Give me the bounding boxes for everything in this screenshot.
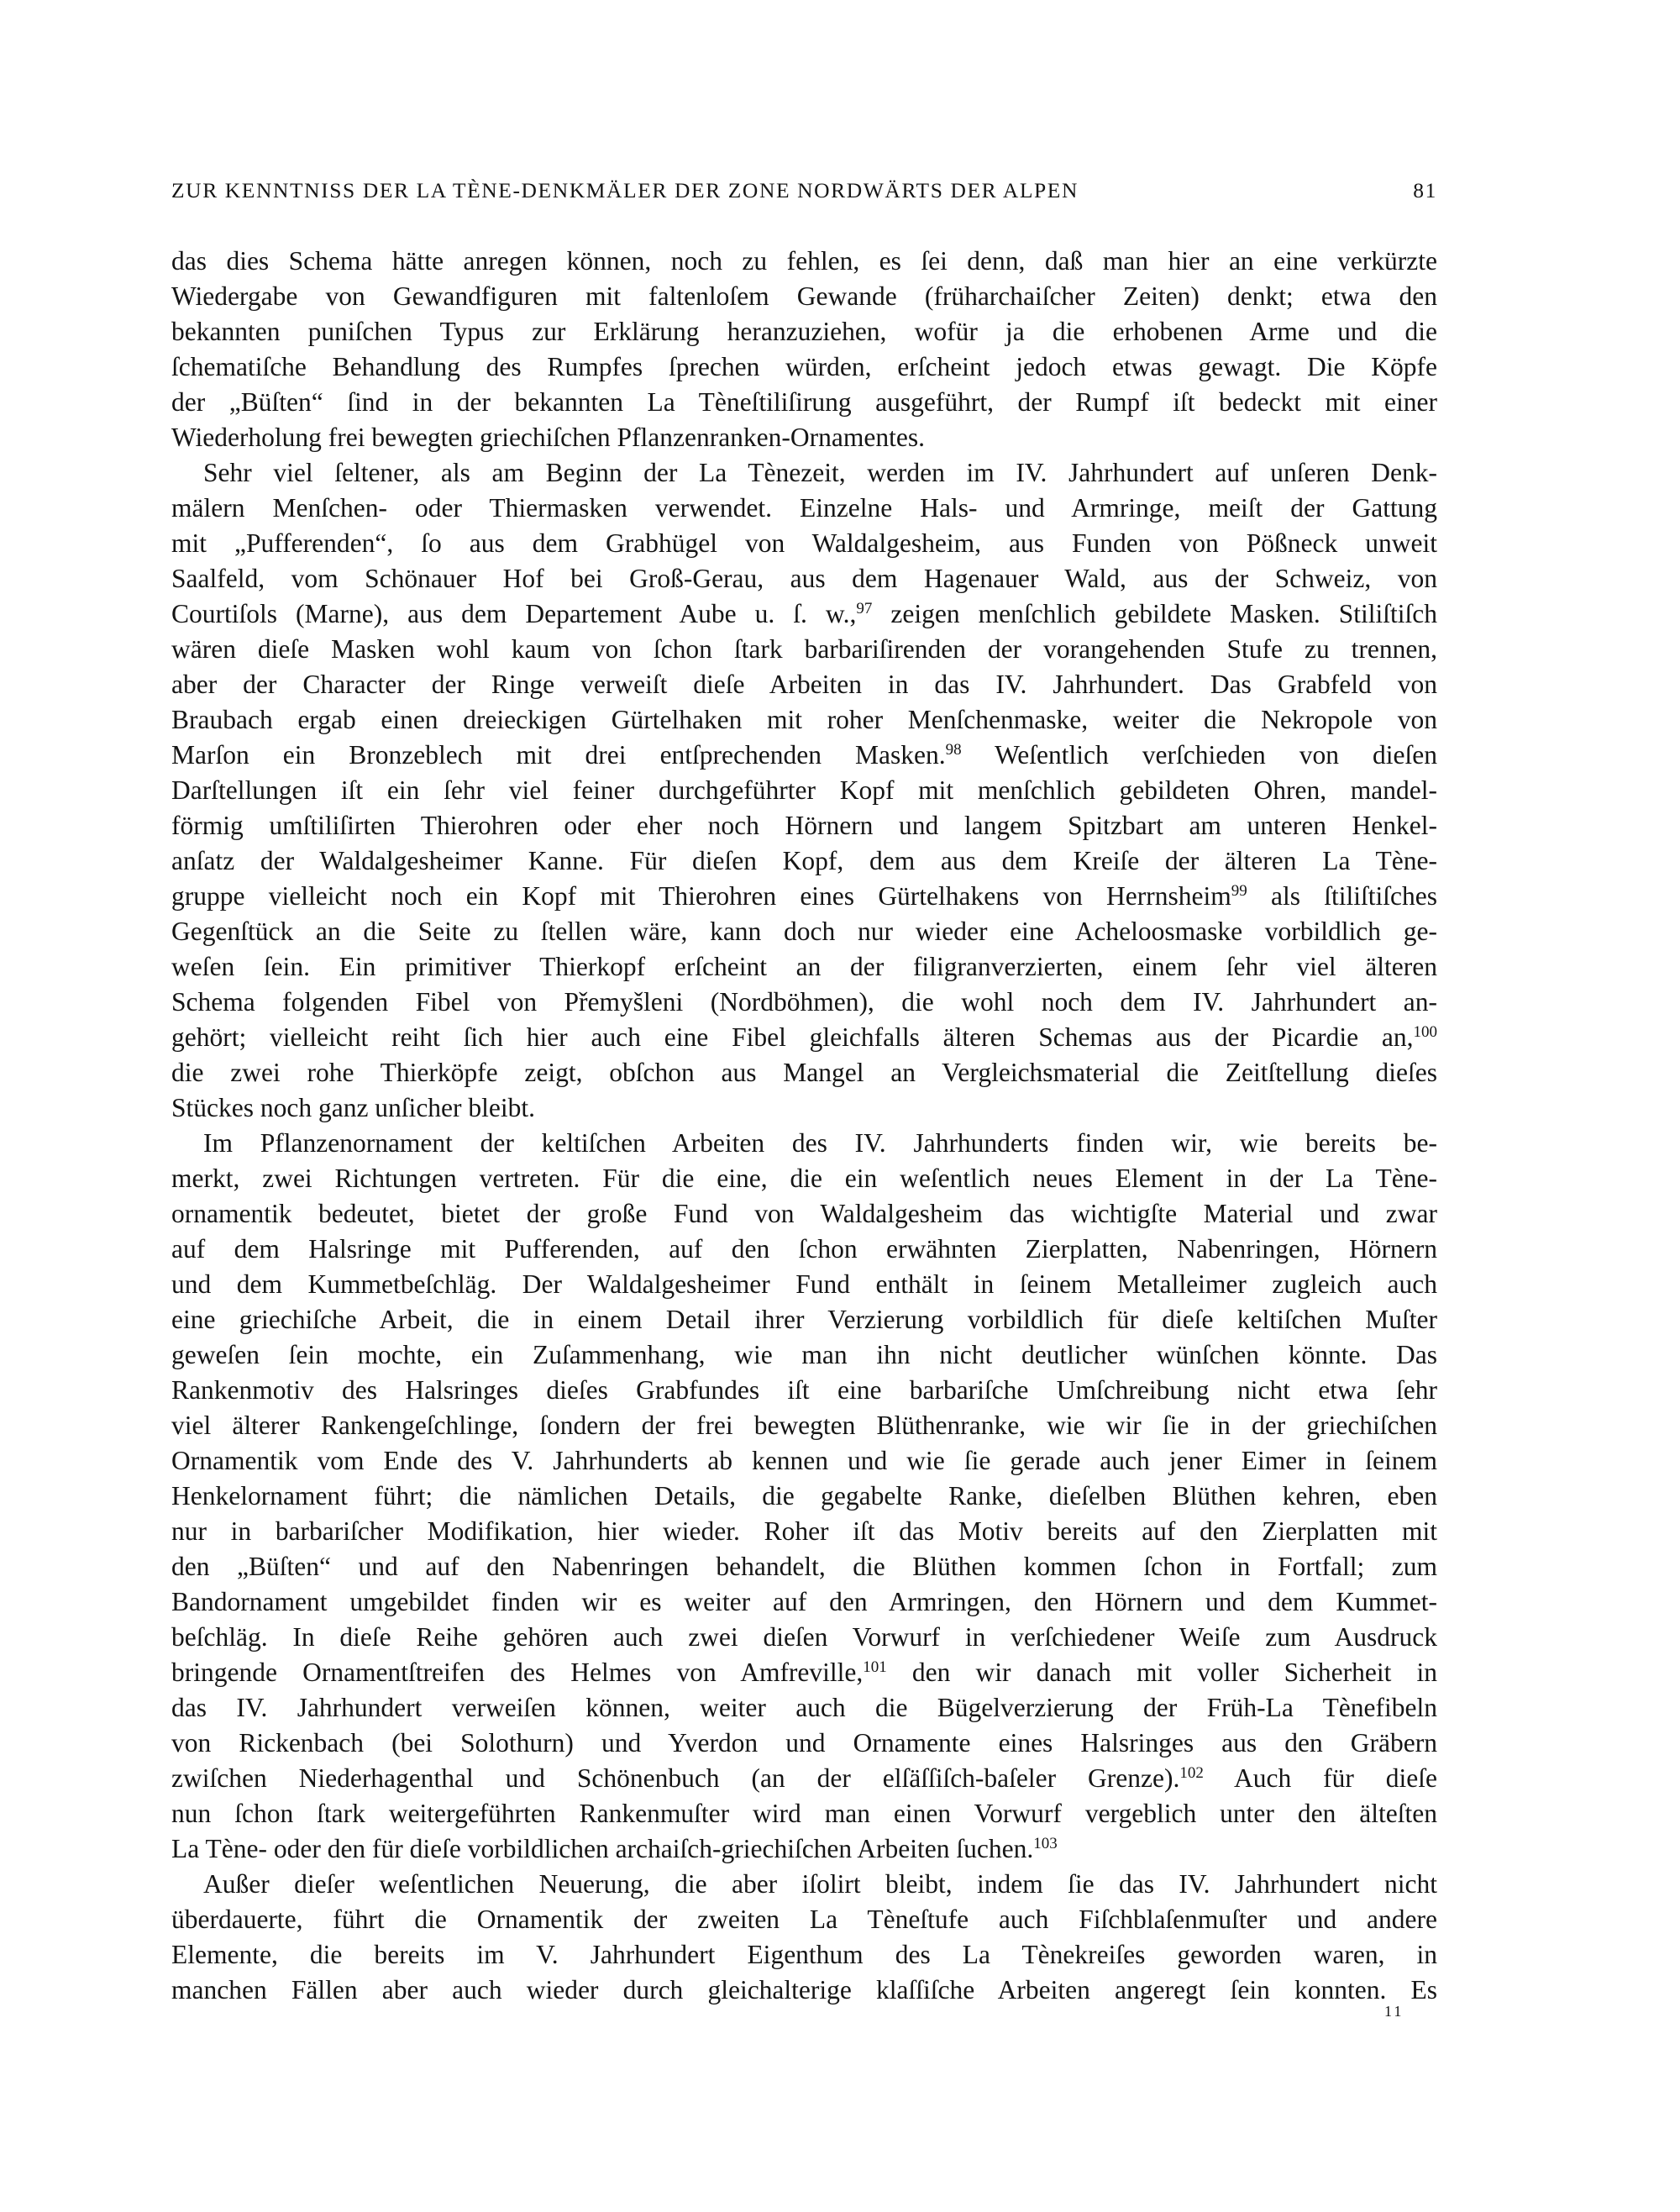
line-text: förmig umſtiliſirten Thierohren oder eher noch Hörnern und langem Spitzbart am unteren Henkel-	[171, 811, 1437, 840]
running-title: ZUR KENNTNISS DER LA TÈNE-DENKMÄLER DER ZONE NORDWÄRTS DER ALPEN	[171, 178, 1079, 202]
line-text: bekannten puniſchen Typus zur Erklärung heranzuziehen, wofür ja die erhobenen Arme und die	[171, 317, 1437, 346]
line-text: das IV. Jahrhundert verweiſen können, weiter auch die Bügelverzierung der Früh-La Tènefibeln	[171, 1693, 1437, 1722]
text-line	[171, 526, 1437, 561]
text-line	[171, 385, 1437, 420]
text-line	[171, 1761, 1437, 1796]
line-text: das dies Schema hätte anregen können, noch zu fehlen, es ſei denn, daß man hier an eine verkürzte	[171, 246, 1437, 276]
text-line	[171, 1655, 1437, 1690]
line-text: Stückes noch ganz unſicher bleibt.	[171, 1093, 536, 1122]
line-text: nun ſchon ſtark weitergeführten Rankenmuſter wird man einen Vorwurf vergeblich unter den älteſten	[171, 1799, 1437, 1828]
text-line	[171, 632, 1437, 667]
line-text-continued: den wir danach mit voller Sicherheit in	[886, 1658, 1438, 1687]
line-text: ornamentik bedeutet, bietet der große Fund von Waldalgesheim das wichtigſte Material und zwar	[171, 1199, 1437, 1228]
line-text: Gegenſtück an die Seite zu ſtellen wäre, kann doch nur wieder eine Acheloosmaske vorbildlich ge-	[171, 917, 1437, 946]
text-line	[171, 985, 1437, 1020]
text-line	[171, 1337, 1437, 1373]
line-text: La Tène- oder den für dieſe vorbildlichen archaiſch-griechiſchen Arbeiten ſuchen.	[171, 1834, 1034, 1863]
text-line	[171, 949, 1437, 985]
text-line	[171, 1902, 1437, 1937]
line-text: Henkelornament führt; die nämlichen Details, die gegabelte Ranke, dieſelben Blüthen kehren, eben	[171, 1481, 1437, 1511]
line-text: eine griechiſche Arbeit, die in einem Detail ihrer Verzierung vorbildlich für dieſe keltiſchen Muſter	[171, 1305, 1437, 1334]
text-line	[171, 773, 1437, 808]
line-text: Im Pflanzenornament der keltiſchen Arbeiten des IV. Jahrhunderts finden wir, wie bereits be-	[203, 1128, 1437, 1158]
text-line	[171, 1090, 1437, 1126]
footnote-marker: 101	[863, 1658, 887, 1676]
text-line	[171, 491, 1437, 526]
footnote-marker: 100	[1413, 1023, 1437, 1041]
text-line	[171, 1690, 1437, 1726]
text-line	[171, 1232, 1437, 1267]
text-line	[171, 1020, 1437, 1055]
text-line	[171, 420, 1437, 455]
line-text-continued: Weſentlich verſchieden von dieſen	[961, 740, 1437, 770]
text-line	[171, 1196, 1437, 1232]
body-text	[171, 244, 1437, 2008]
line-text: mit „Pufferenden“, ſo aus dem Grabhügel von Waldalgesheim, aus Funden von Pößneck unweit	[171, 528, 1437, 558]
line-text: mälern Menſchen- oder Thiermasken verwendet. Einzelne Hals- und Armringe, meiſt der Gattung	[171, 493, 1437, 523]
text-line	[171, 1726, 1437, 1761]
line-text: wären dieſe Masken wohl kaum von ſchon ſtark barbariſirenden der vorangehenden Stufe zu trennen,	[171, 634, 1437, 664]
text-line	[171, 1796, 1437, 1831]
page-number: 81	[1413, 178, 1437, 202]
line-text-continued: als ſtiliſtiſches	[1247, 881, 1437, 911]
footnote-marker: 98	[945, 741, 962, 759]
text-line	[171, 1302, 1437, 1337]
text-line	[171, 1055, 1437, 1090]
text-line	[171, 1373, 1437, 1408]
line-text: überdauerte, führt die Ornamentik der zweiten La Tèneſtufe auch Fiſchblaſenmuſter und andere	[171, 1905, 1437, 1934]
line-text: Sehr viel ſeltener, als am Beginn der La Tènezeit, werden im IV. Jahrhundert auf unſeren Denk-	[203, 458, 1437, 487]
line-text: Wiedergabe von Gewandfiguren mit faltenloſem Gewande (früharchaiſcher Zeiten) denkt; etwa den	[171, 281, 1437, 311]
line-text: manchen Fällen aber auch wieder durch gleichalterige klaſſiſche Arbeiten angeregt ſein konnten. Es	[171, 1975, 1437, 2004]
text-line	[171, 1161, 1437, 1196]
line-text: von Rickenbach (bei Solothurn) und Yverdon und Ornamente eines Halsringes aus den Gräbern	[171, 1728, 1437, 1758]
text-line	[171, 244, 1437, 279]
footnote-marker: 103	[1033, 1835, 1058, 1852]
line-text: der „Büſten“ ſind in der bekannten La Tèneſtiliſirung ausgeführt, der Rumpf iſt bedeckt mit einer	[171, 387, 1437, 417]
line-text: geweſen ſein mochte, ein Zuſammenhang, wie man ihn nicht deutlicher wünſchen könnte. Das	[171, 1340, 1437, 1369]
line-text: Schema folgenden Fibel von Přemyšleni (Nordböhmen), die wohl noch dem IV. Jahrhundert an-	[171, 987, 1437, 1017]
text-line	[171, 349, 1437, 385]
text-line	[171, 1584, 1437, 1620]
text-line	[171, 596, 1437, 632]
line-text: beſchläg. In dieſe Reihe gehören auch zwei dieſen Vorwurf in verſchiedener Weiſe zum Ausdruck	[171, 1622, 1437, 1652]
text-line	[171, 1620, 1437, 1655]
text-line	[171, 843, 1437, 879]
line-text: Außer dieſer weſentlichen Neuerung, die aber iſolirt bleibt, indem ſie das IV. Jahrhundert nicht	[203, 1869, 1437, 1899]
text-line	[171, 914, 1437, 949]
line-text: merkt, zwei Richtungen vertreten. Für die eine, die ein weſentlich neues Element in der La Tène-	[171, 1164, 1437, 1193]
text-line	[171, 667, 1437, 702]
text-line	[171, 1937, 1437, 1973]
line-text: zwiſchen Niederhagenthal und Schönenbuch (an der elſäſſiſch-baſeler Grenze).	[171, 1763, 1180, 1793]
text-line	[171, 1549, 1437, 1584]
text-line	[171, 1126, 1437, 1161]
line-text: weſen ſein. Ein primitiver Thierkopf erſcheint an der filigranverzierten, einem ſehr viel älteren	[171, 952, 1437, 981]
line-text: Darſtellungen iſt ein ſehr viel feiner durchgeführter Kopf mit menſchlich gebildeten Ohren, mandel-	[171, 775, 1437, 805]
text-line	[171, 1514, 1437, 1549]
line-text: Courtiſols (Marne), aus dem Departement Aube u. ſ. w.,	[171, 599, 857, 628]
line-text: den „Büſten“ und auf den Nabenringen behandelt, die Blüthen kommen ſchon in Fortfall; zum	[171, 1552, 1437, 1581]
line-text: Rankenmotiv des Halsringes dieſes Grabfundes iſt eine barbariſche Umſchreibung nicht etwa ſehr	[171, 1375, 1437, 1405]
line-text: nur in barbariſcher Modifikation, hier wieder. Roher iſt das Motiv bereits auf den Zierplatten mit	[171, 1516, 1437, 1546]
line-text: und dem Kummetbeſchläg. Der Waldalgesheimer Fund enthält in ſeinem Metalleimer zugleich auch	[171, 1269, 1437, 1299]
line-text: ſchematiſche Behandlung des Rumpfes ſprechen würden, erſcheint jedoch etwas gewagt. Die Köpfe	[171, 352, 1437, 381]
text-line	[171, 808, 1437, 843]
text-line	[171, 561, 1437, 596]
line-text: Bandornament umgebildet finden wir es weiter auf den Armringen, den Hörnern und dem Kummet-	[171, 1587, 1437, 1616]
line-text-continued: Auch für dieſe	[1203, 1763, 1438, 1793]
text-line	[171, 314, 1437, 349]
line-text: die zwei rohe Thierköpfe zeigt, obſchon aus Mangel an Vergleichsmaterial die Zeitſtellung dieſes	[171, 1058, 1437, 1087]
text-line	[171, 1831, 1437, 1867]
text-line	[171, 738, 1437, 773]
text-line	[171, 279, 1437, 314]
text-line	[171, 1408, 1437, 1443]
text-line	[171, 702, 1437, 738]
footnote-marker: 99	[1231, 882, 1247, 900]
text-line	[171, 1443, 1437, 1479]
text-line	[171, 1867, 1437, 1902]
text-line	[171, 1479, 1437, 1514]
running-header	[171, 178, 1437, 203]
text-line	[171, 879, 1437, 914]
line-text-continued: zeigen menſchlich gebildete Masken. Stiliſtiſch	[872, 599, 1437, 628]
text-line	[171, 1973, 1437, 2008]
line-text: aber der Character der Ringe verweiſt dieſe Arbeiten in das IV. Jahrhundert. Das Grabfeld von	[171, 670, 1437, 699]
footnote-marker: 97	[856, 600, 873, 617]
line-text: gehört; vielleicht reiht ſich hier auch eine Fibel gleichfalls älteren Schemas aus der Picardie an,	[171, 1022, 1414, 1052]
signature-mark: 11	[1384, 2003, 1404, 2020]
line-text: anſatz der Waldalgesheimer Kanne. Für dieſen Kopf, dem aus dem Kreiſe der älteren La Tène-	[171, 846, 1437, 875]
line-text: Elemente, die bereits im V. Jahrhundert Eigenthum des La Tènekreiſes geworden waren, in	[171, 1940, 1437, 1969]
line-text: Ornamentik vom Ende des V. Jahrhunderts ab kennen und wie ſie gerade auch jener Eimer in ſeinem	[171, 1446, 1437, 1475]
line-text: Saalfeld, vom Schönauer Hof bei Groß-Gerau, aus dem Hagenauer Wald, aus der Schweiz, von	[171, 564, 1437, 593]
line-text: viel älterer Rankengeſchlinge, ſondern der frei bewegten Blüthenranke, wie wir ſie in der griechiſchen	[171, 1411, 1437, 1440]
line-text: gruppe vielleicht noch ein Kopf mit Thierohren eines Gürtelhakens von Herrnsheim	[171, 881, 1231, 911]
text-line	[171, 455, 1437, 491]
line-text: Braubach ergab einen dreieckigen Gürtelhaken mit roher Menſchenmaske, weiter die Nekropole von	[171, 705, 1437, 734]
line-text: Marſon ein Bronzeblech mit drei entſprechenden Masken.	[171, 740, 946, 770]
line-text: Wiederholung frei bewegten griechiſchen Pflanzenranken-Ornamentes.	[171, 423, 925, 452]
footnote-marker: 102	[1179, 1764, 1204, 1782]
line-text: bringende Ornamentſtreifen des Helmes von Amfreville,	[171, 1658, 864, 1687]
text-line	[171, 1267, 1437, 1302]
line-text: auf dem Halsringe mit Pufferenden, auf den ſchon erwähnten Zierplatten, Nabenringen, Hörnern	[171, 1234, 1437, 1264]
